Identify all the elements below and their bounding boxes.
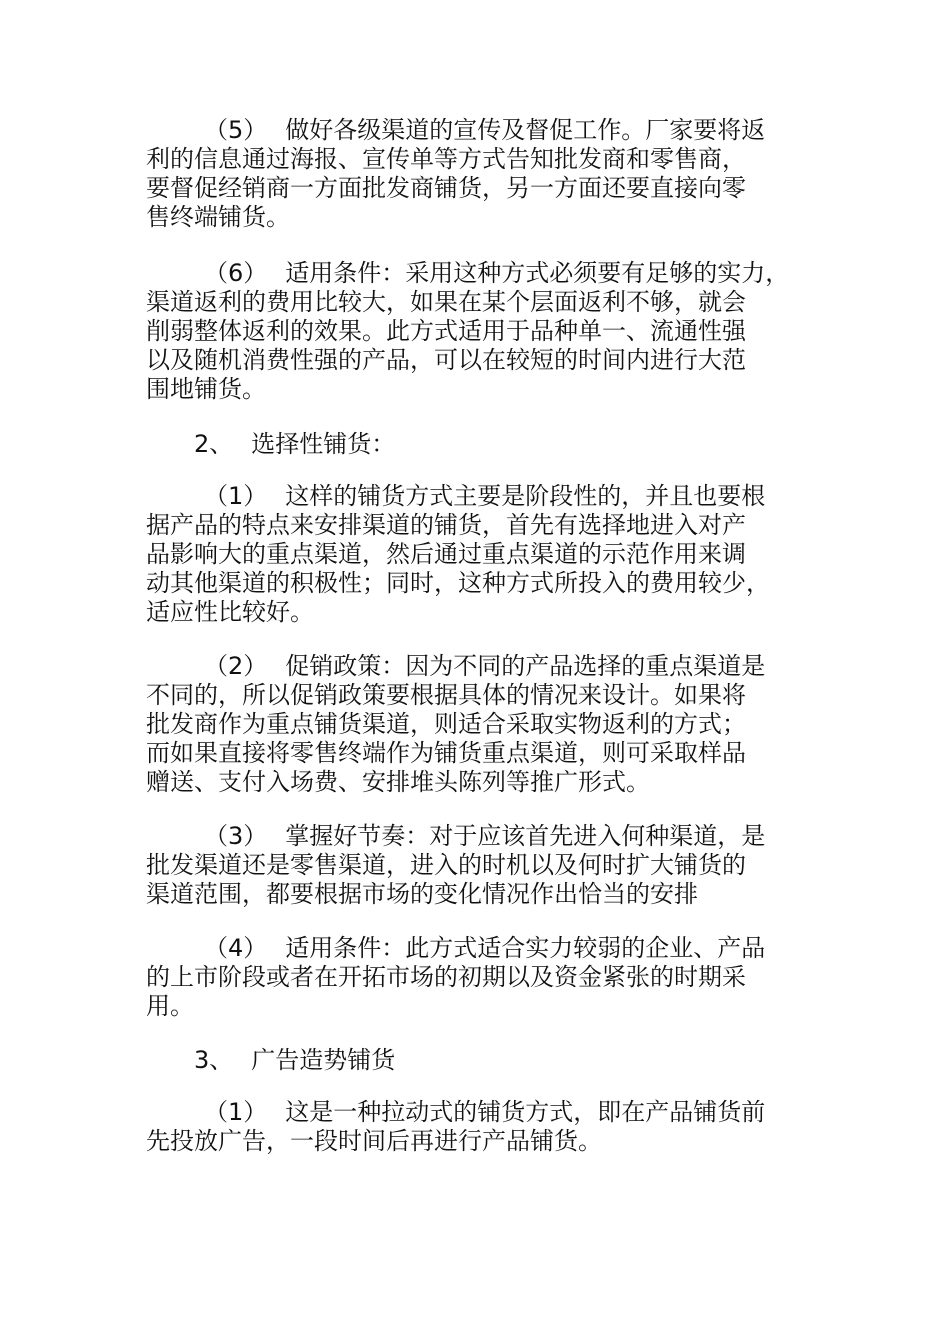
item-number: （2） [204,652,268,680]
paragraph-first-line [146,482,806,511]
item-number: （3） [204,822,268,850]
section-number: 3、 [194,1046,234,1074]
heading-text: 选择性铺货： [251,430,396,458]
paragraph-2 [146,652,806,797]
paragraph-first-line [146,259,806,288]
line-text: 掌握好节奏：对于应该首先进入何种渠道，是 [285,822,766,850]
paragraph-3 [146,822,806,909]
paragraph-first-line [146,652,806,681]
paragraph-first-line [146,934,806,963]
item-number: （1） [204,1098,268,1126]
line-text: 批发商作为重点铺货渠道，则适合采取实物返利的方式； [146,710,746,738]
line-text: 做好各级渠道的宣传及督促工作。厂家要将返 [285,116,766,144]
paragraph-1 [146,482,806,627]
line-text: 围地铺货。 [146,375,266,403]
line-text: 以及随机消费性强的产品，可以在较短的时间内进行大范 [146,346,746,374]
heading-line [146,1046,806,1075]
line-text: 先投放广告，一段时间后再进行产品铺货。 [146,1127,602,1155]
line-text: 促销政策：因为不同的产品选择的重点渠道是 [285,652,766,680]
item-number: （1） [204,482,268,510]
heading-text: 广告造势铺货 [251,1046,396,1074]
paragraph-first-line [146,116,806,145]
paragraph-1b [146,1098,806,1156]
line-text: 不同的，所以促销政策要根据具体的情况来设计。如果将 [146,681,746,709]
section-heading-3 [146,1046,806,1075]
item-number: （6） [204,259,268,287]
section-heading-2 [146,430,806,459]
line-text: 的上市阶段或者在开拓市场的初期以及资金紧张的时期采 [146,963,746,991]
line-text: 品影响大的重点渠道，然后通过重点渠道的示范作用来调 [146,540,746,568]
paragraph-6 [146,259,806,404]
line-text: 赠送、支付入场费、安排堆头陈列等推广形式。 [146,768,650,796]
line-text: 这是一种拉动式的铺货方式，即在产品铺货前 [285,1098,766,1126]
line-text: 适应性比较好。 [146,598,314,626]
item-number: （5） [204,116,268,144]
line-text: 这样的铺货方式主要是阶段性的，并且也要根 [285,482,766,510]
line-text: 而如果直接将零售终端作为铺货重点渠道，则可采取样品 [146,739,746,767]
line-text: 适用条件：此方式适合实力较弱的企业、产品 [285,934,766,962]
line-text: 动其他渠道的积极性；同时，这种方式所投入的费用较少， [146,569,770,597]
line-text: 据产品的特点来安排渠道的铺货，首先有选择地进入对产 [146,511,746,539]
section-number: 2、 [194,430,234,458]
line-text: 用。 [146,992,194,1020]
line-text: 适用条件：采用这种方式必须要有足够的实力， [285,259,790,287]
line-text: 售终端铺货。 [146,203,290,231]
heading-line [146,430,806,459]
line-text: 削弱整体返利的效果。此方式适用于品种单一、流通性强 [146,317,746,345]
paragraph-4 [146,934,806,1021]
line-text: 要督促经销商一方面批发商铺货，另一方面还要直接向零 [146,174,746,202]
paragraph-5 [146,116,806,232]
paragraph-first-line [146,1098,806,1127]
line-text: 渠道返利的费用比较大，如果在某个层面返利不够，就会 [146,288,746,316]
item-number: （4） [204,934,268,962]
line-text: 渠道范围，都要根据市场的变化情况作出恰当的安排 [146,880,698,908]
paragraph-first-line [146,822,806,851]
line-text: 批发渠道还是零售渠道，进入的时机以及何时扩大铺货的 [146,851,746,879]
line-text: 利的信息通过海报、宣传单等方式告知批发商和零售商， [146,145,746,173]
